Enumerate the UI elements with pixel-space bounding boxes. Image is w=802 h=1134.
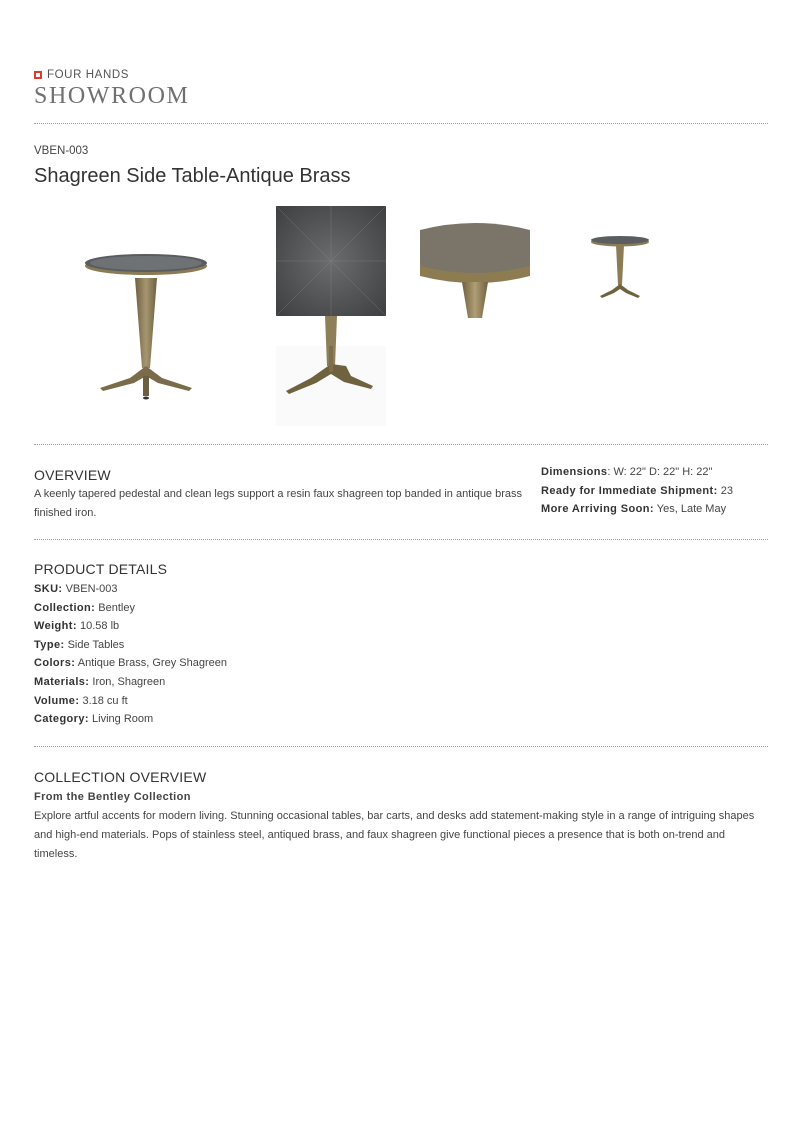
detail-row bbox=[34, 692, 434, 711]
collection-text: Explore artful accents for modern living. Stunning occasional tables, bar carts, and desks add statement-making style in a range of intriguing shapes and high-end materials. Pops of stainless steel, antiqued brass, and faux shagreen give functional pieces a presence that is both on-trend and timeless. bbox=[34, 809, 755, 860]
detail-row bbox=[34, 710, 434, 729]
detail-row bbox=[34, 636, 434, 655]
spec-sep: : bbox=[607, 466, 614, 478]
detail-value: 10.58 lb bbox=[80, 620, 120, 633]
detail-label: Collection: bbox=[34, 601, 96, 614]
spec-value: Yes, Late May bbox=[656, 503, 727, 516]
detail-row bbox=[34, 617, 434, 636]
detail-value: Antique Brass, Grey Shagreen bbox=[77, 657, 227, 670]
detail-row bbox=[34, 673, 434, 692]
product-sku: VBEN-003 bbox=[34, 145, 89, 157]
overview-section bbox=[34, 467, 524, 523]
detail-row bbox=[34, 654, 434, 673]
detail-value: VBEN-003 bbox=[65, 583, 118, 595]
spec-label: Dimensions bbox=[541, 466, 608, 478]
divider bbox=[34, 539, 768, 540]
spec-value: 23 bbox=[720, 484, 733, 497]
detail-value: Side Tables bbox=[67, 638, 125, 651]
brand-square-icon bbox=[34, 71, 42, 79]
detail-label: Weight: bbox=[34, 620, 77, 633]
brand-name: SHOWROOM bbox=[34, 83, 190, 109]
detail-label: Colors: bbox=[34, 657, 76, 670]
divider bbox=[34, 123, 768, 124]
product-title: Shagreen Side Table-Antique Brass bbox=[34, 165, 351, 187]
overview-text: A keenly tapered pedestal and clean legs support a resin faux shagreen top banded in antique brass finished iron. bbox=[34, 488, 523, 519]
product-details-heading: PRODUCT DETAILS bbox=[34, 561, 168, 577]
detail-label: Category: bbox=[34, 713, 89, 726]
collection-subheading: From the Bentley Collection bbox=[34, 791, 191, 803]
brand-header bbox=[34, 58, 768, 112]
spec-arriving-soon bbox=[541, 500, 768, 519]
overview-heading: OVERVIEW bbox=[34, 467, 111, 483]
product-image-edge-detail[interactable] bbox=[420, 220, 530, 318]
divider bbox=[34, 444, 768, 445]
product-image-front[interactable] bbox=[70, 238, 222, 410]
detail-value: Living Room bbox=[92, 713, 154, 726]
detail-label: Materials: bbox=[34, 675, 90, 688]
brand-logo[interactable] bbox=[34, 69, 129, 81]
product-details-section bbox=[34, 561, 434, 729]
product-image-thumbnail[interactable] bbox=[586, 230, 654, 304]
detail-value: Iron, Shagreen bbox=[92, 675, 166, 688]
spec-ready-shipment bbox=[541, 482, 768, 501]
collection-section bbox=[34, 769, 768, 864]
collection-heading: COLLECTION OVERVIEW bbox=[34, 769, 207, 785]
brand-top-text: FOUR HANDS bbox=[47, 69, 130, 81]
detail-value: Bentley bbox=[98, 601, 135, 614]
detail-label: Type: bbox=[34, 638, 65, 651]
detail-row bbox=[34, 599, 434, 618]
spec-label: More Arriving Soon: bbox=[541, 503, 654, 516]
detail-label: SKU: bbox=[34, 583, 63, 595]
product-image-top-detail[interactable] bbox=[276, 206, 386, 426]
detail-row bbox=[34, 580, 434, 599]
detail-value: 3.18 cu ft bbox=[82, 694, 128, 707]
spec-value: W: 22" D: 22" H: 22" bbox=[613, 466, 713, 478]
divider bbox=[34, 746, 768, 747]
specs-panel bbox=[541, 463, 768, 519]
spec-label: Ready for Immediate Shipment: bbox=[541, 484, 718, 497]
spec-dimensions bbox=[541, 463, 768, 482]
detail-label: Volume: bbox=[34, 694, 80, 707]
